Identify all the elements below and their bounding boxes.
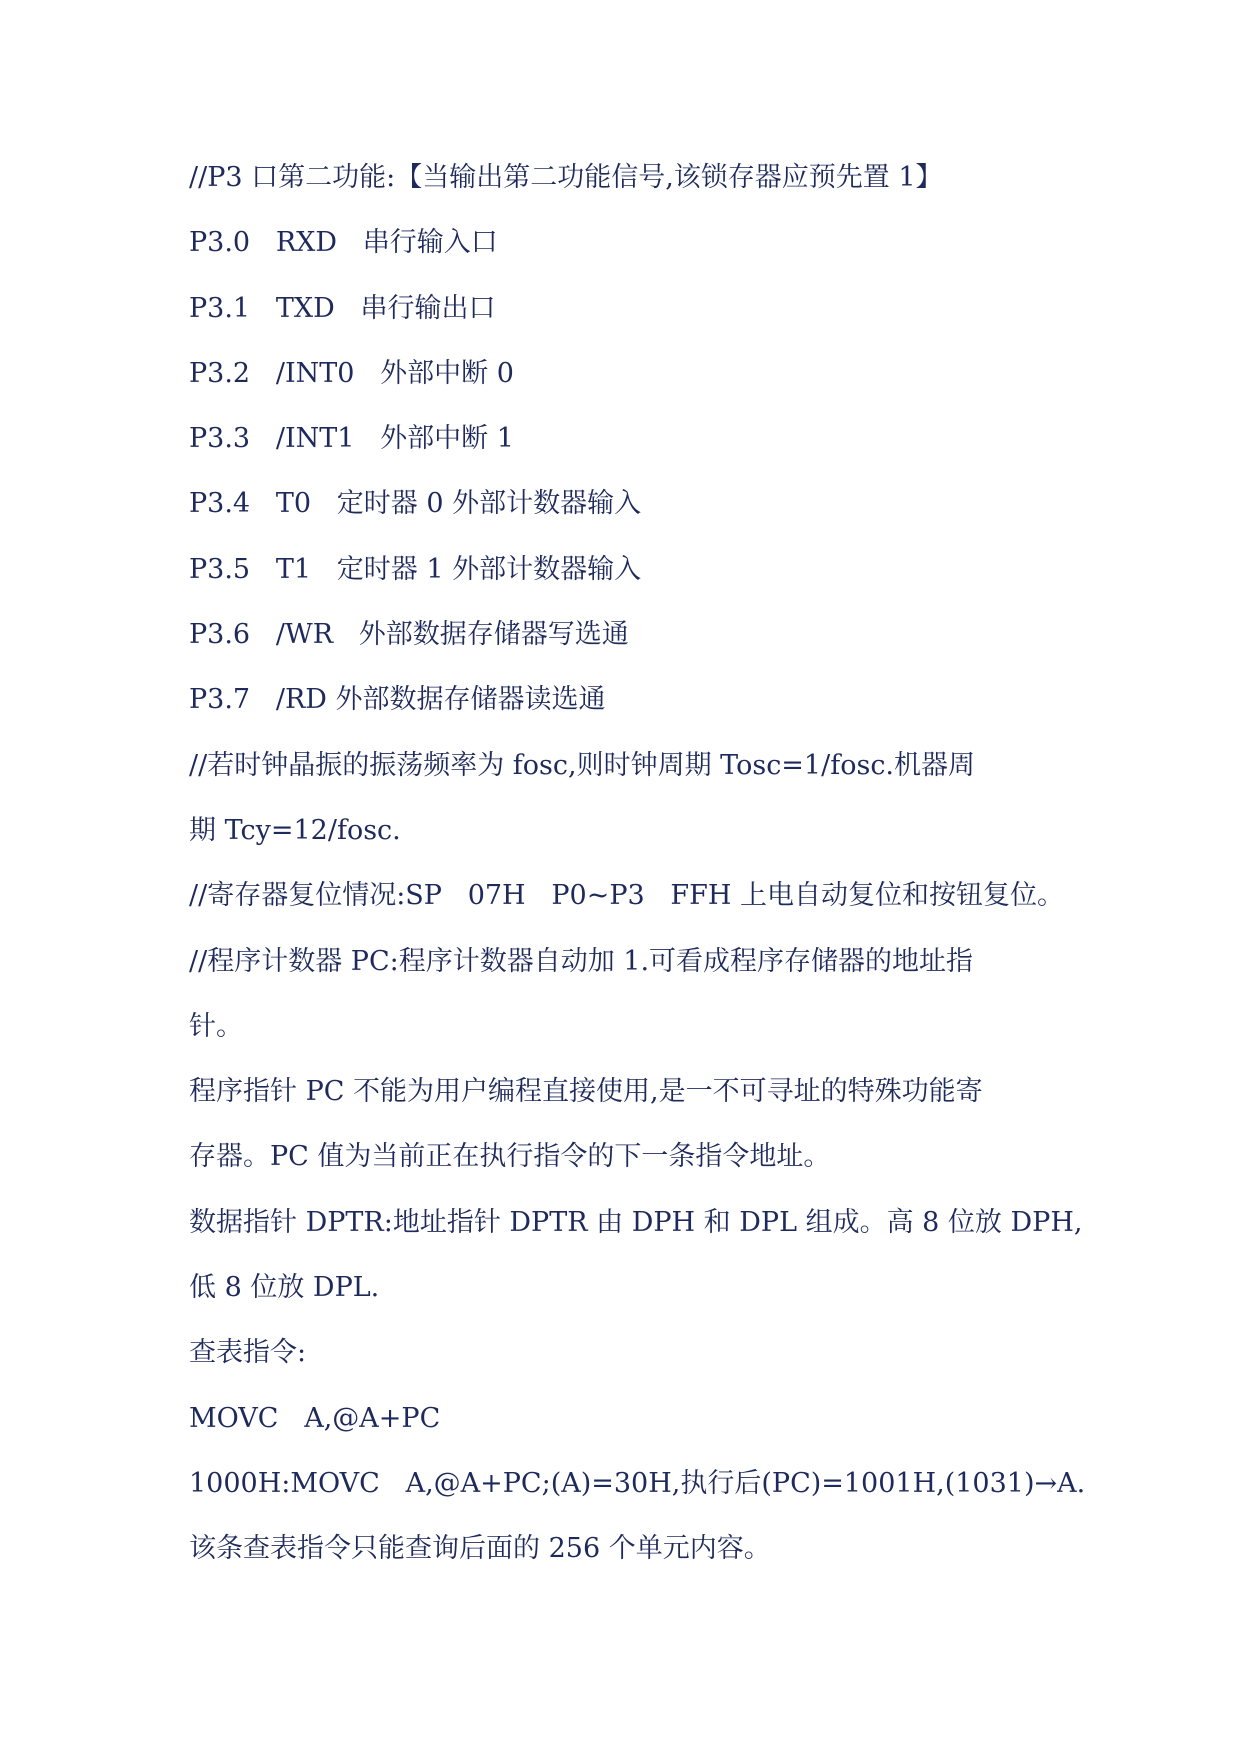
text-line: 查表指令: [189,1337,307,1369]
text-line: 1000H:MOVC A,@A+PC;(A)=30H,执行后(PC)=1001H,(1031)→A. [189,1467,1086,1499]
text-line: P3.4 T0 定时器 0 外部计数器输入 [189,488,642,520]
text-line: P3.1 TXD 串行输出口 [189,292,496,324]
text-line: P3.7 /RD 外部数据存储器读选通 [189,684,606,716]
text-line: 针。 [189,1010,243,1042]
document-body [189,160,1089,1597]
text-line: 数据指针 DPTR:地址指针 DPTR 由 DPH 和 DPL 组成。高 8 位放 DPH, [189,1206,1083,1238]
text-line: 程序指针 PC 不能为用户编程直接使用,是一不可寻址的特殊功能寄 [189,1076,983,1108]
text-line: P3.3 /INT1 外部中断 1 [189,423,514,455]
text-line: //寄存器复位情况:SP 07H P0~P3 FFH 上电自动复位和按钮复位。 [189,880,1065,912]
text-line: P3.6 /WR 外部数据存储器写选通 [189,619,629,651]
text-line: P3.5 T1 定时器 1 外部计数器输入 [189,553,642,585]
text-line: MOVC A,@A+PC [189,1402,441,1434]
text-line: //若时钟晶振的振荡频率为 fosc,则时钟周期 Tosc=1/fosc.机器周 [189,749,976,781]
text-line: P3.2 /INT0 外部中断 0 [189,357,514,389]
text-line: 低 8 位放 DPL. [189,1272,380,1304]
text-line: 期 Tcy=12/fosc. [189,814,401,846]
text-line: P3.0 RXD 串行输入口 [189,227,498,259]
text-line: //程序计数器 PC:程序计数器自动加 1.可看成程序存储器的地址指 [189,945,974,977]
text-line: //P3 口第二功能:【当输出第二功能信号,该锁存器应预先置 1】 [189,162,943,193]
text-line: 存器。PC 值为当前正在执行指令的下一条指令地址。 [189,1141,831,1173]
text-line: 该条查表指令只能查询后面的 256 个单元内容。 [189,1533,771,1565]
